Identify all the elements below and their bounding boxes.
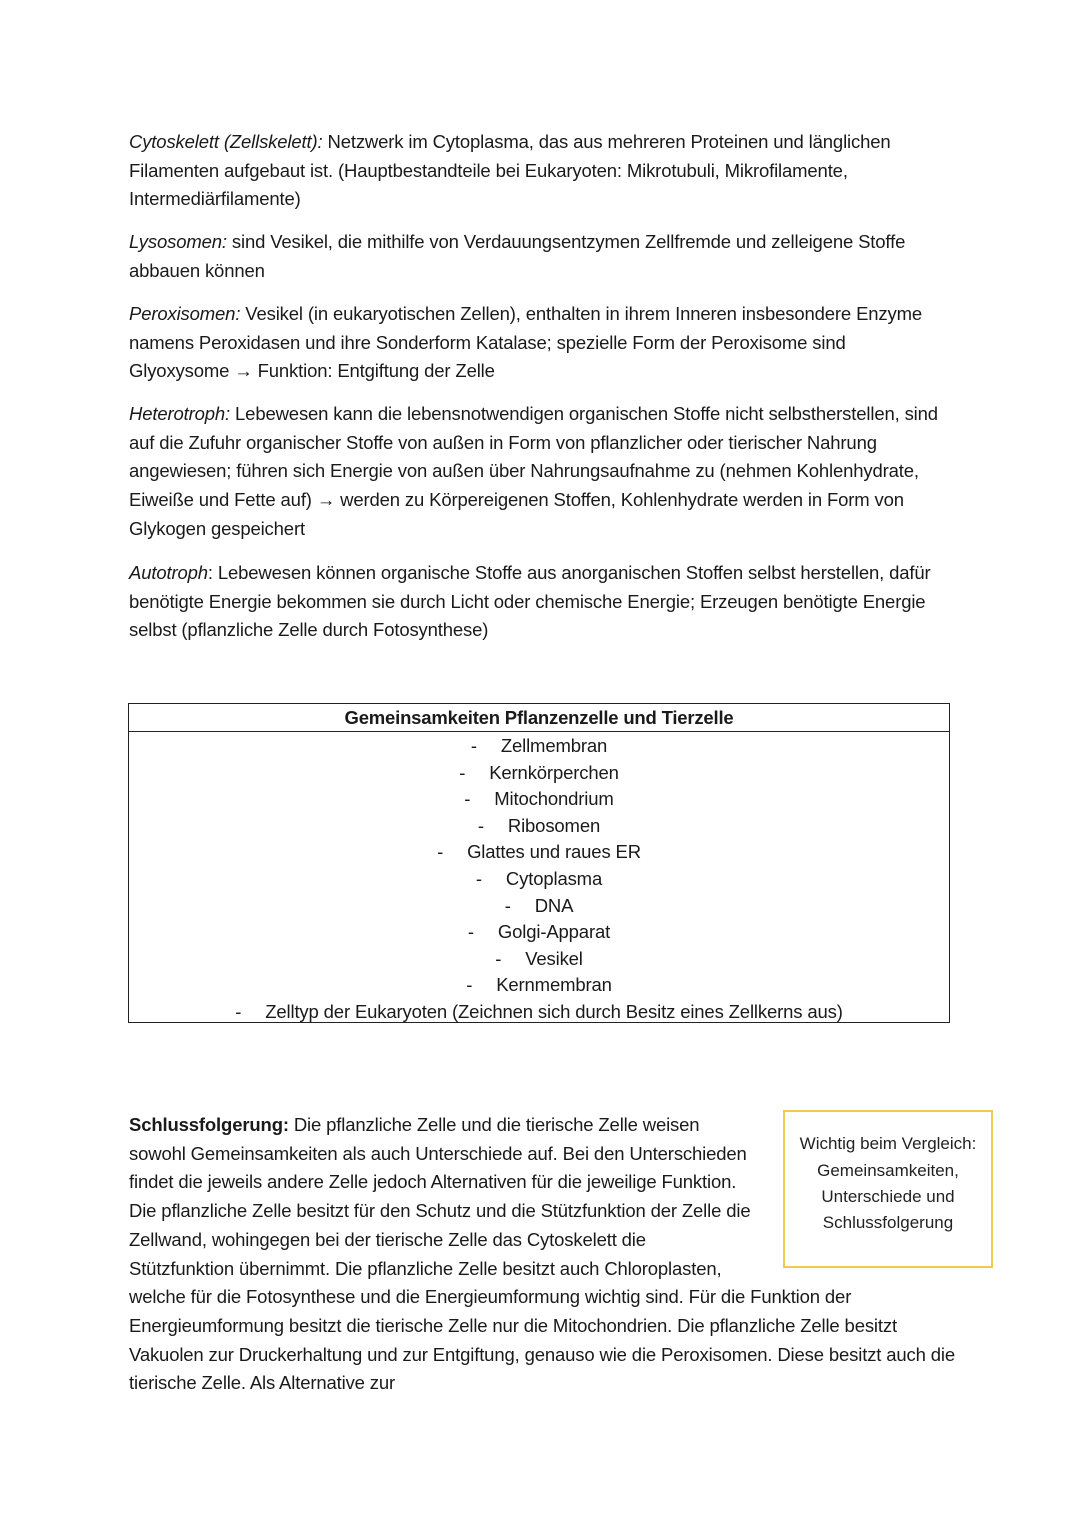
- item-text: Golgi-Apparat: [497, 921, 611, 943]
- item-text: Cytoplasma: [505, 867, 603, 889]
- bullet-dash: -: [459, 761, 466, 783]
- bullet-dash: -: [504, 894, 511, 916]
- item-text: Mitochondrium: [494, 788, 614, 810]
- definition-cytoskelett: [129, 128, 949, 214]
- definition-text: Netzwerk im Cytoplasma, das aus mehreren Proteinen und länglichen Filamenten aufgebaut ist. (Hauptbestandteile bei Eukaryoten: Mikrotubuli, Mikrofilamente, Intermediärfilamente): [129, 131, 891, 210]
- term-label: Autotroph: [129, 562, 208, 583]
- bullet-dash: -: [464, 788, 471, 810]
- table-header: Gemeinsamkeiten Pflanzenzelle und Tierzelle: [129, 704, 949, 732]
- list-item: [129, 972, 949, 999]
- item-text: Kernkörperchen: [489, 761, 619, 783]
- list-item: [129, 946, 949, 973]
- list-item: [129, 839, 949, 866]
- bullet-dash: -: [475, 867, 482, 889]
- list-item: [129, 866, 949, 893]
- item-text: Zelltyp der Eukaryoten (Zeichnen sich durch Besitz eines Zellkerns aus): [265, 1000, 843, 1022]
- list-item: [129, 999, 949, 1026]
- definition-lysosomen: [129, 228, 949, 285]
- bullet-dash: -: [437, 841, 444, 863]
- bullet-dash: -: [495, 947, 502, 969]
- item-text: Vesikel: [525, 947, 583, 969]
- list-item: [129, 786, 949, 813]
- bullet-dash: -: [235, 1000, 242, 1022]
- item-text: Ribosomen: [507, 814, 601, 836]
- term-label: Cytoskelett (Zellskelett):: [129, 131, 323, 152]
- item-text: DNA: [534, 894, 574, 916]
- item-text: Zellmembran: [500, 735, 608, 756]
- list-item: [129, 733, 949, 760]
- list-item: [129, 919, 949, 946]
- term-label: Heterotroph:: [129, 403, 231, 424]
- definition-heterotroph: [129, 400, 949, 544]
- bullet-dash: -: [477, 814, 484, 836]
- definition-autotroph: [129, 559, 949, 645]
- list-item: [129, 813, 949, 840]
- term-label: Lysosomen:: [129, 231, 227, 252]
- item-text: Kernmembran: [496, 974, 612, 996]
- note-text: Wichtig beim Vergleich: Gemeinsamkeiten, Unterschiede und Schlussfolgerung: [799, 1134, 977, 1233]
- bullet-dash: -: [467, 921, 474, 943]
- commonalities-table: [128, 703, 950, 1023]
- conclusion-label: Schlussfolgerung:: [129, 1114, 289, 1135]
- note-box: [783, 1110, 993, 1268]
- definition-text: Lebewesen kann die lebensnotwendigen organischen Stoffe nicht selbstherstellen, sind auf die Zufuhr organischer Stoffe von außen in Form von pflanzlicher oder tierischer Nahrung angewiesen; führen sich Energie von außen über Nahrungsaufnahme zu (nehmen Kohlenhydrate, Eiweiße und Fette auf) → werden zu Körpereigenen Stoffen, Kohlenhydrate werden in Form von Glykogen gespeichert: [129, 403, 938, 539]
- conclusion-text: Die pflanzliche Zelle und die tierische Zelle weisen sowohl Gemeinsamkeiten als auch Unterschiede auf. Bei den Unterschieden findet die jeweils andere Zelle jedoch Alternativen für die jeweilige Funktion. Die pflanzliche Zelle besitzt für den Schutz und die Stützfunktion der Zelle die Zellwand, wohingegen bei der tierische Zelle das Cytoskelett die Stützfunktion übernimmt. Die pflanzliche Zelle besitzt auch Chloroplasten, welche für die Fotosynthese und die Energieumformung wichtig sind. Für die Funktion der Energieumformung besitzt die tierische Zelle nur die Mitochondrien. Die pflanzliche Zelle besitzt Vakuolen zur Druckerhaltung und zur Entgiftung, genauso wie die Peroxisomen. Diese besitzt auch die tierische Zelle. Als Alternative zur: [129, 1114, 956, 1394]
- definition-peroxisomen: [129, 300, 949, 386]
- definition-text: sind Vesikel, die mithilfe von Verdauungsentzymen Zellfremde und zelleigene Stoffe abbauen können: [129, 231, 906, 281]
- bullet-dash: -: [466, 974, 473, 996]
- definition-text: Vesikel (in eukaryotischen Zellen), enthalten in ihrem Inneren insbesondere Enzyme namens Peroxidasen und ihre Sonderform Katalase; spezielle Form der Peroxisome sind Glyoxysome → Funktion: Entgiftung der Zelle: [129, 303, 922, 382]
- definition-text: : Lebewesen können organische Stoffe aus anorganischen Stoffen selbst herstellen, dafür benötigte Energie bekommen sie durch Licht oder chemische Energie; Erzeugen benötigte Energie selbst (pflanzliche Zelle durch Fotosynthese): [129, 562, 931, 641]
- list-item: [129, 893, 949, 920]
- term-label: Peroxisomen:: [129, 303, 241, 324]
- table-body: [129, 732, 949, 1026]
- item-text: Glattes und raues ER: [467, 841, 641, 863]
- bullet-dash: -: [470, 735, 477, 756]
- list-item: [129, 760, 949, 787]
